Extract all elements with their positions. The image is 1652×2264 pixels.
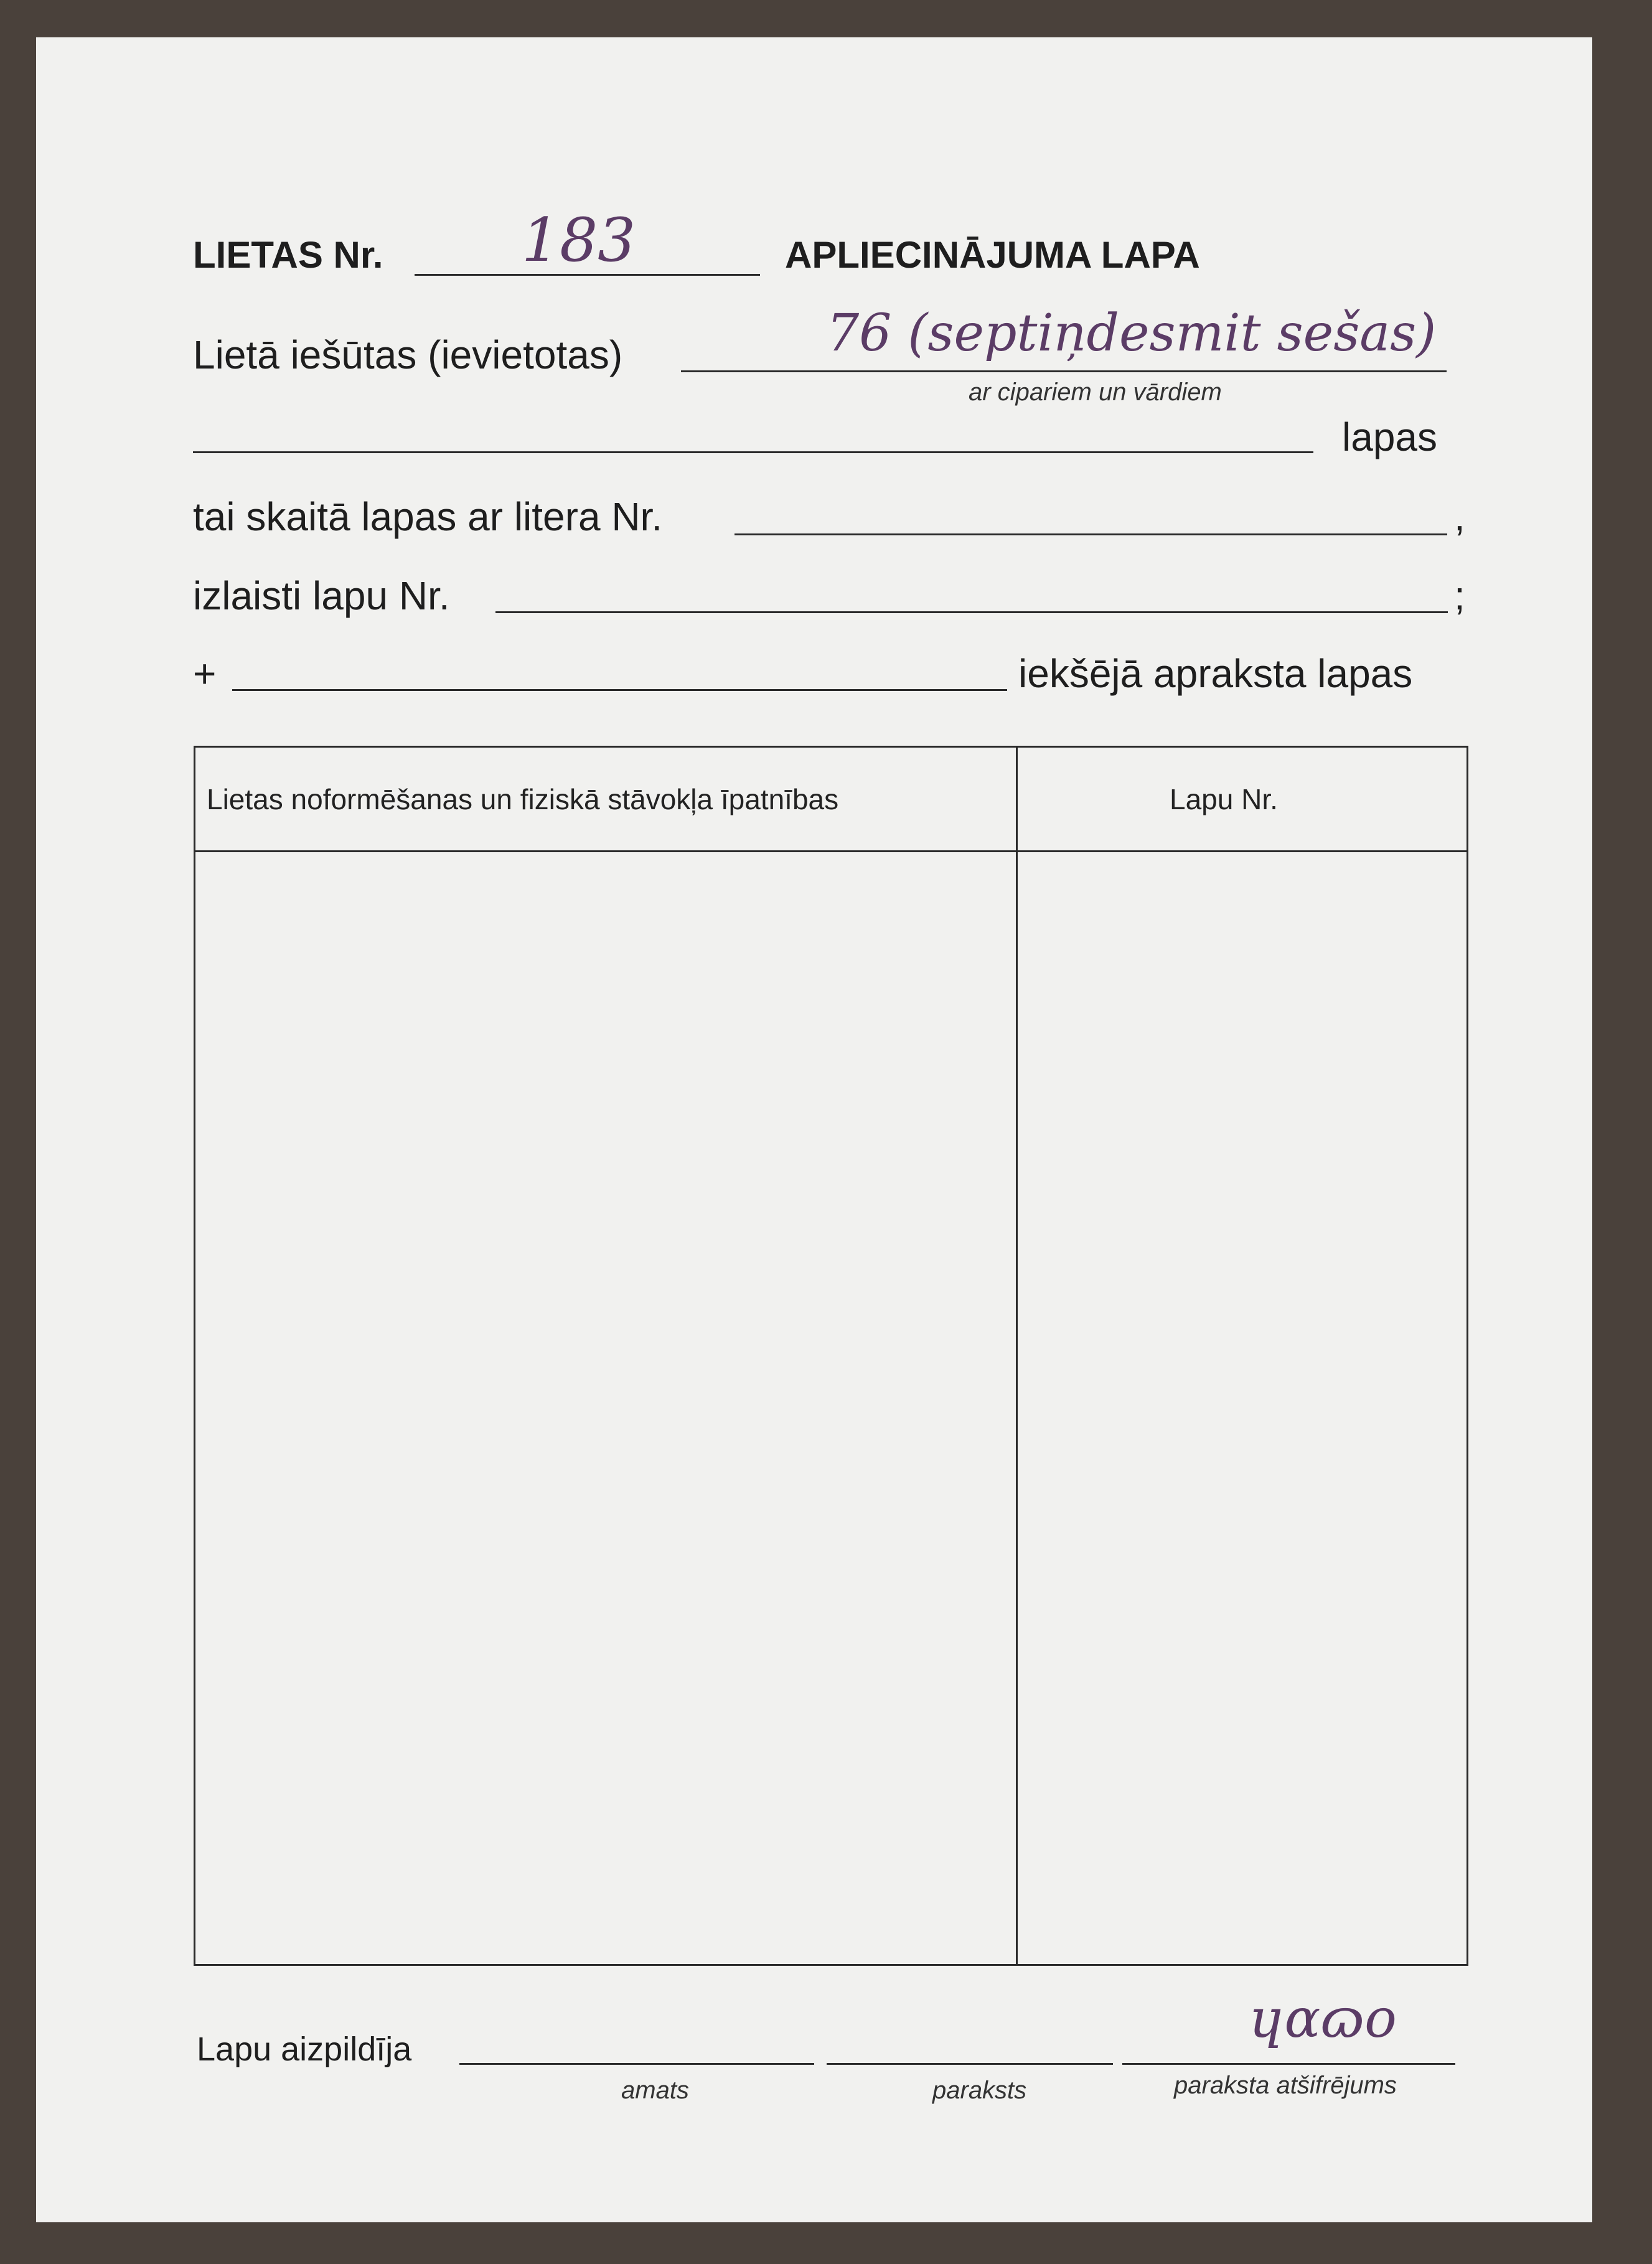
table-header-divider bbox=[195, 850, 1467, 852]
features-table bbox=[194, 746, 1468, 1966]
litera-label: tai skaitā lapas ar litera Nr. bbox=[193, 494, 663, 539]
case-number-label: LIETAS Nr. bbox=[193, 234, 383, 276]
form-title: APLIECINĀJUMA LAPA bbox=[785, 234, 1200, 276]
table-header-features: Lietas noformēšanas un fiziskā stāvokļa īpatnības bbox=[207, 783, 839, 815]
litera-comma: , bbox=[1454, 494, 1465, 539]
position-hint: amats bbox=[621, 2077, 689, 2104]
pages-underline bbox=[193, 451, 1313, 453]
decryption-underline bbox=[1122, 2063, 1455, 2065]
sewn-pages-hint: ar cipariem un vārdiem bbox=[969, 378, 1222, 406]
table-header-page-numbers: Lapu Nr. bbox=[1170, 783, 1278, 815]
litera-underline bbox=[734, 533, 1447, 535]
sewn-pages-label: Lietā iešūtas (ievietotas) bbox=[193, 332, 623, 377]
case-number-value: 183 bbox=[522, 205, 636, 275]
signature-underline bbox=[827, 2063, 1113, 2065]
signature-hint: paraksts bbox=[932, 2077, 1027, 2104]
pages-word: lapas bbox=[1342, 415, 1437, 459]
document-page bbox=[36, 37, 1592, 2222]
inner-pages-underline bbox=[232, 689, 1007, 691]
omitted-underline bbox=[495, 611, 1448, 613]
sewn-pages-value: 76 (septiņdesmit sešas) bbox=[827, 304, 1437, 363]
handwritten-signature: ɥɑɷo bbox=[1250, 1988, 1397, 2050]
inner-pages-label: iekšējā apraksta lapas bbox=[1018, 651, 1413, 696]
position-underline bbox=[459, 2063, 814, 2065]
plus-sign: + bbox=[193, 651, 217, 696]
sewn-pages-underline bbox=[681, 370, 1447, 372]
table-column-divider bbox=[1016, 748, 1018, 1964]
filled-by-label: Lapu aizpildīja bbox=[197, 2031, 412, 2068]
decryption-hint: paraksta atšifrējums bbox=[1174, 2072, 1397, 2099]
omitted-label: izlaisti lapu Nr. bbox=[193, 573, 450, 618]
omitted-semicolon: ; bbox=[1454, 573, 1465, 618]
